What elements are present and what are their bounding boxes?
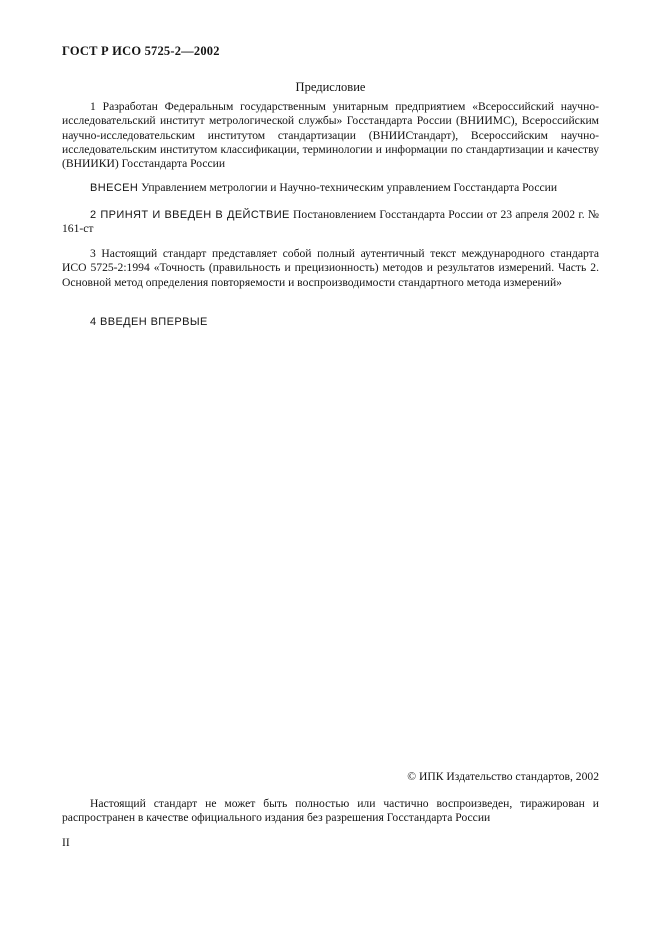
adopted-lead: 2 ПРИНЯТ И ВВЕДЕН В ДЕЙСТВИЕ: [90, 209, 290, 221]
adopted-text: Постановлением Госстандарта России от 23 апреля 2002 г. № 161-ст: [62, 208, 599, 236]
foreword-paragraph-2: [62, 181, 599, 195]
copyright-line: © ИПК Издательство стандартов, 2002: [407, 770, 599, 783]
foreword-title: Предисловие: [295, 80, 366, 94]
introduced-text: Управлением метрологии и Научно-техническим управлением Госстандарта России: [138, 181, 558, 194]
page-number: II: [62, 836, 70, 849]
foreword-paragraph-5: 4 ВВЕДЕН ВПЕРВЫЕ: [90, 316, 208, 328]
foreword-paragraph-4: 3 Настоящий стандарт представляет собой полный аутентичный текст международного стандарта ИСО 5725-2:1994 «Точность (правильность и прецизионность) методов и результатов измерений. Часть 2. Основной метод определения повторяемости и воспроизводимости стандартного метода измерений»: [62, 247, 599, 289]
document-code: ГОСТ Р ИСО 5725-2—2002: [62, 44, 220, 58]
introduced-lead: ВНЕСЕН: [90, 182, 139, 194]
reproduction-notice: Настоящий стандарт не может быть полностью или частично воспроизведен, тиражирован и распространен в качестве официального издания без разрешения Госстандарта России: [62, 797, 599, 825]
foreword-paragraph-1: 1 Разработан Федеральным государственным унитарным предприятием «Всероссийский научно-исследовательский институт метрологической службы» Госстандарта России (ВНИИМС), Всероссийским научно-исследовательским институтом стандартизации (ВНИИСтандарт), Всероссийским научно-исследовательским институтом классификации, терминологии и информации по стандартизации и качеству (ВНИИКИ) Госстандарта России: [62, 100, 599, 171]
foreword-paragraph-3: [62, 208, 599, 237]
